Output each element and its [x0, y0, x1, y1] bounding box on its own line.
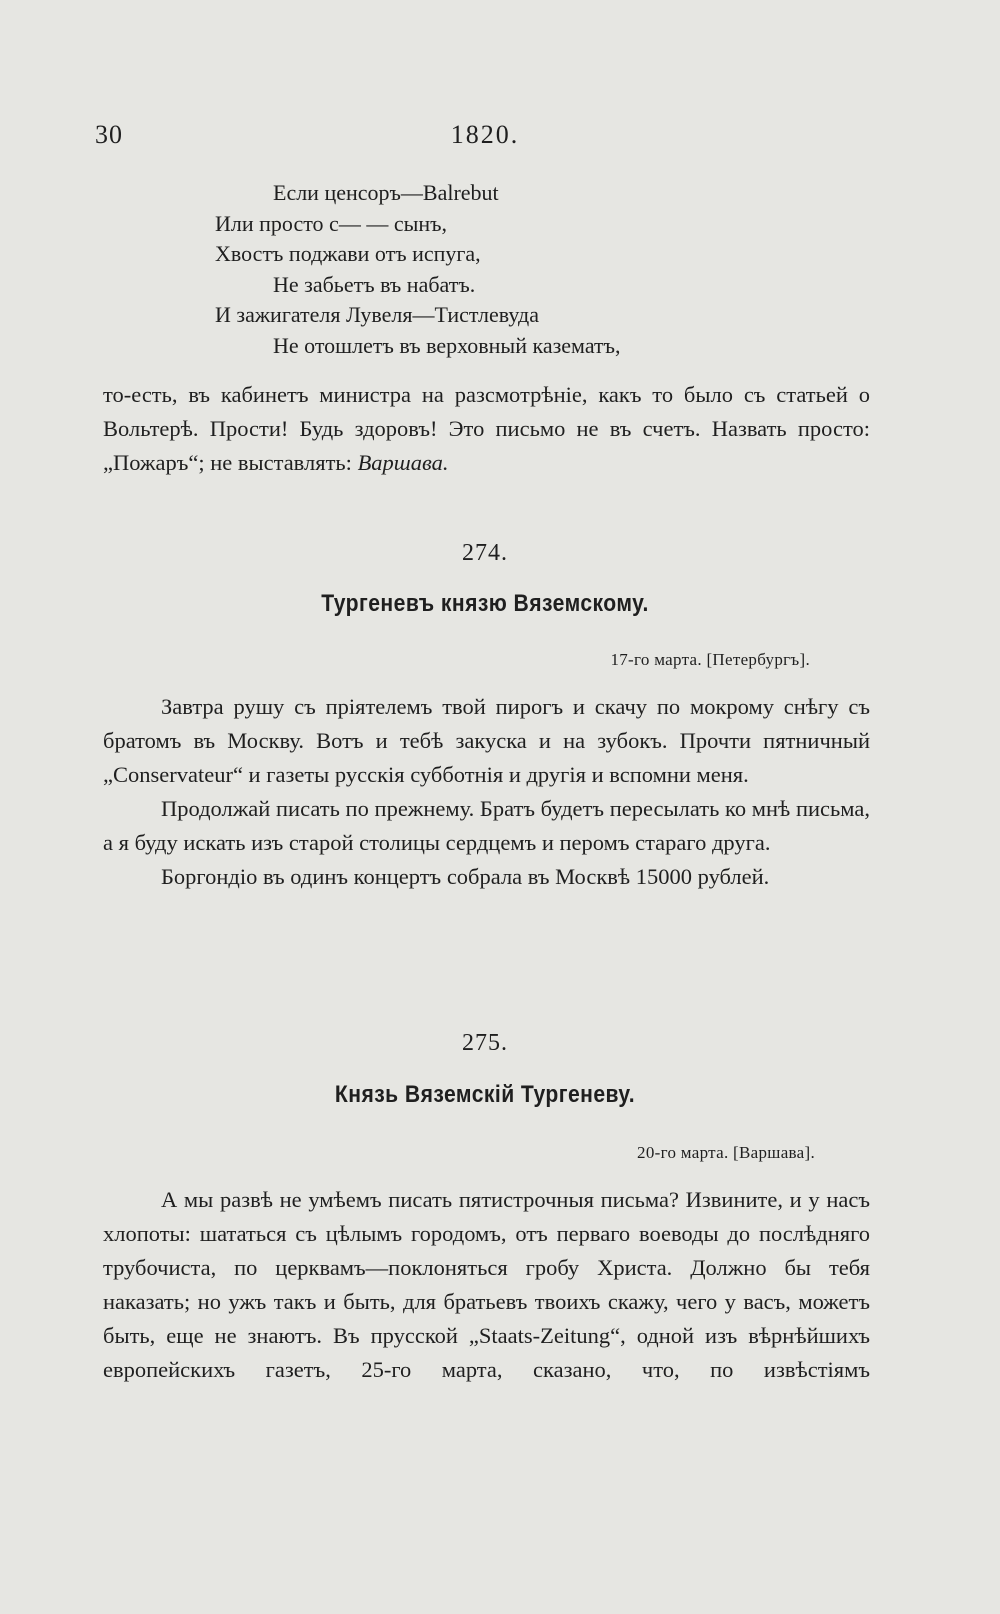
running-header [95, 120, 875, 160]
verse-line: Не отошлетъ въ верховный казематъ, [273, 332, 621, 358]
verse-line: Хвостъ поджави отъ испуга, [215, 241, 481, 266]
continuation-place: Варшава. [357, 450, 449, 475]
letter-number-274: 274. [462, 540, 508, 566]
verse-line: Или просто с— — сынъ, [215, 210, 448, 236]
paragraph: А мы развѣ не умѣемъ писать пятистрочныя письма? Извините, и у насъ хлопоты: шататься съ цѣлымъ городомъ, отъ перваго воеводы до послѣдняго трубочиста, по церквамъ—поклоняться гробу Христа. Должно бы тебя наказать; но ужъ такъ и быть, для братьевъ твоихъ скажу, чего у васъ, можетъ быть, еще не знаютъ. Въ прусской „Staats-Zeitung“, одной изъ вѣрнѣйшихъ европейскихъ газетъ, 25-го марта, сказано, что, по извѣстіямъ [103, 1187, 870, 1382]
verse-block [215, 178, 621, 361]
running-year: 1820. [450, 120, 520, 149]
paragraph: Продолжай писать по прежнему. Братъ будетъ пересылать ко мнѣ письма, а я буду искать изъ старой столицы сердцемъ и перомъ стараго друга. [103, 796, 870, 855]
letter-body-274 [103, 690, 870, 894]
dateline-275: 20-го марта. [Варшава]. [637, 1143, 815, 1162]
letter-heading-274: Тургеневъ князю Вяземскому. [321, 590, 649, 617]
verse-line: Если ценсоръ—Balrebut [273, 180, 499, 205]
letter-body-275 [103, 1183, 870, 1387]
verse-line: И зажигателя Лувеля—Тистлевуда [215, 302, 539, 327]
dateline-274: 17-го марта. [Петербургъ]. [610, 650, 810, 669]
continuation-paragraph [103, 378, 870, 480]
paragraph: Завтра рушу съ пріятелемъ твой пирогъ и скачу по мокрому снѣгу съ братомъ въ Москву. Вотъ и тебѣ закуска и на зубокъ. Прочти пятничный „Conservateur“ и газеты русскія субботнія и другія и вспомни меня. [103, 694, 870, 787]
paragraph: Боргондіо въ одинъ концертъ собрала въ Москвѣ 15000 рублей. [161, 864, 770, 889]
letter-number-275: 275. [462, 1030, 508, 1056]
letter-heading-275: Князь Вяземскій Тургеневу. [334, 1081, 636, 1108]
page-number: 30 [95, 120, 123, 149]
verse-line: Не забьетъ въ набатъ. [273, 271, 476, 297]
continuation-text: то-есть, въ кабинетъ министра на разсмотрѣніе, какъ то было съ статьей о Вольтерѣ. Прости! Будь здоровъ! Это письмо не въ счетъ. Назвать просто: „Пожаръ“; не выставлять: [103, 382, 870, 475]
